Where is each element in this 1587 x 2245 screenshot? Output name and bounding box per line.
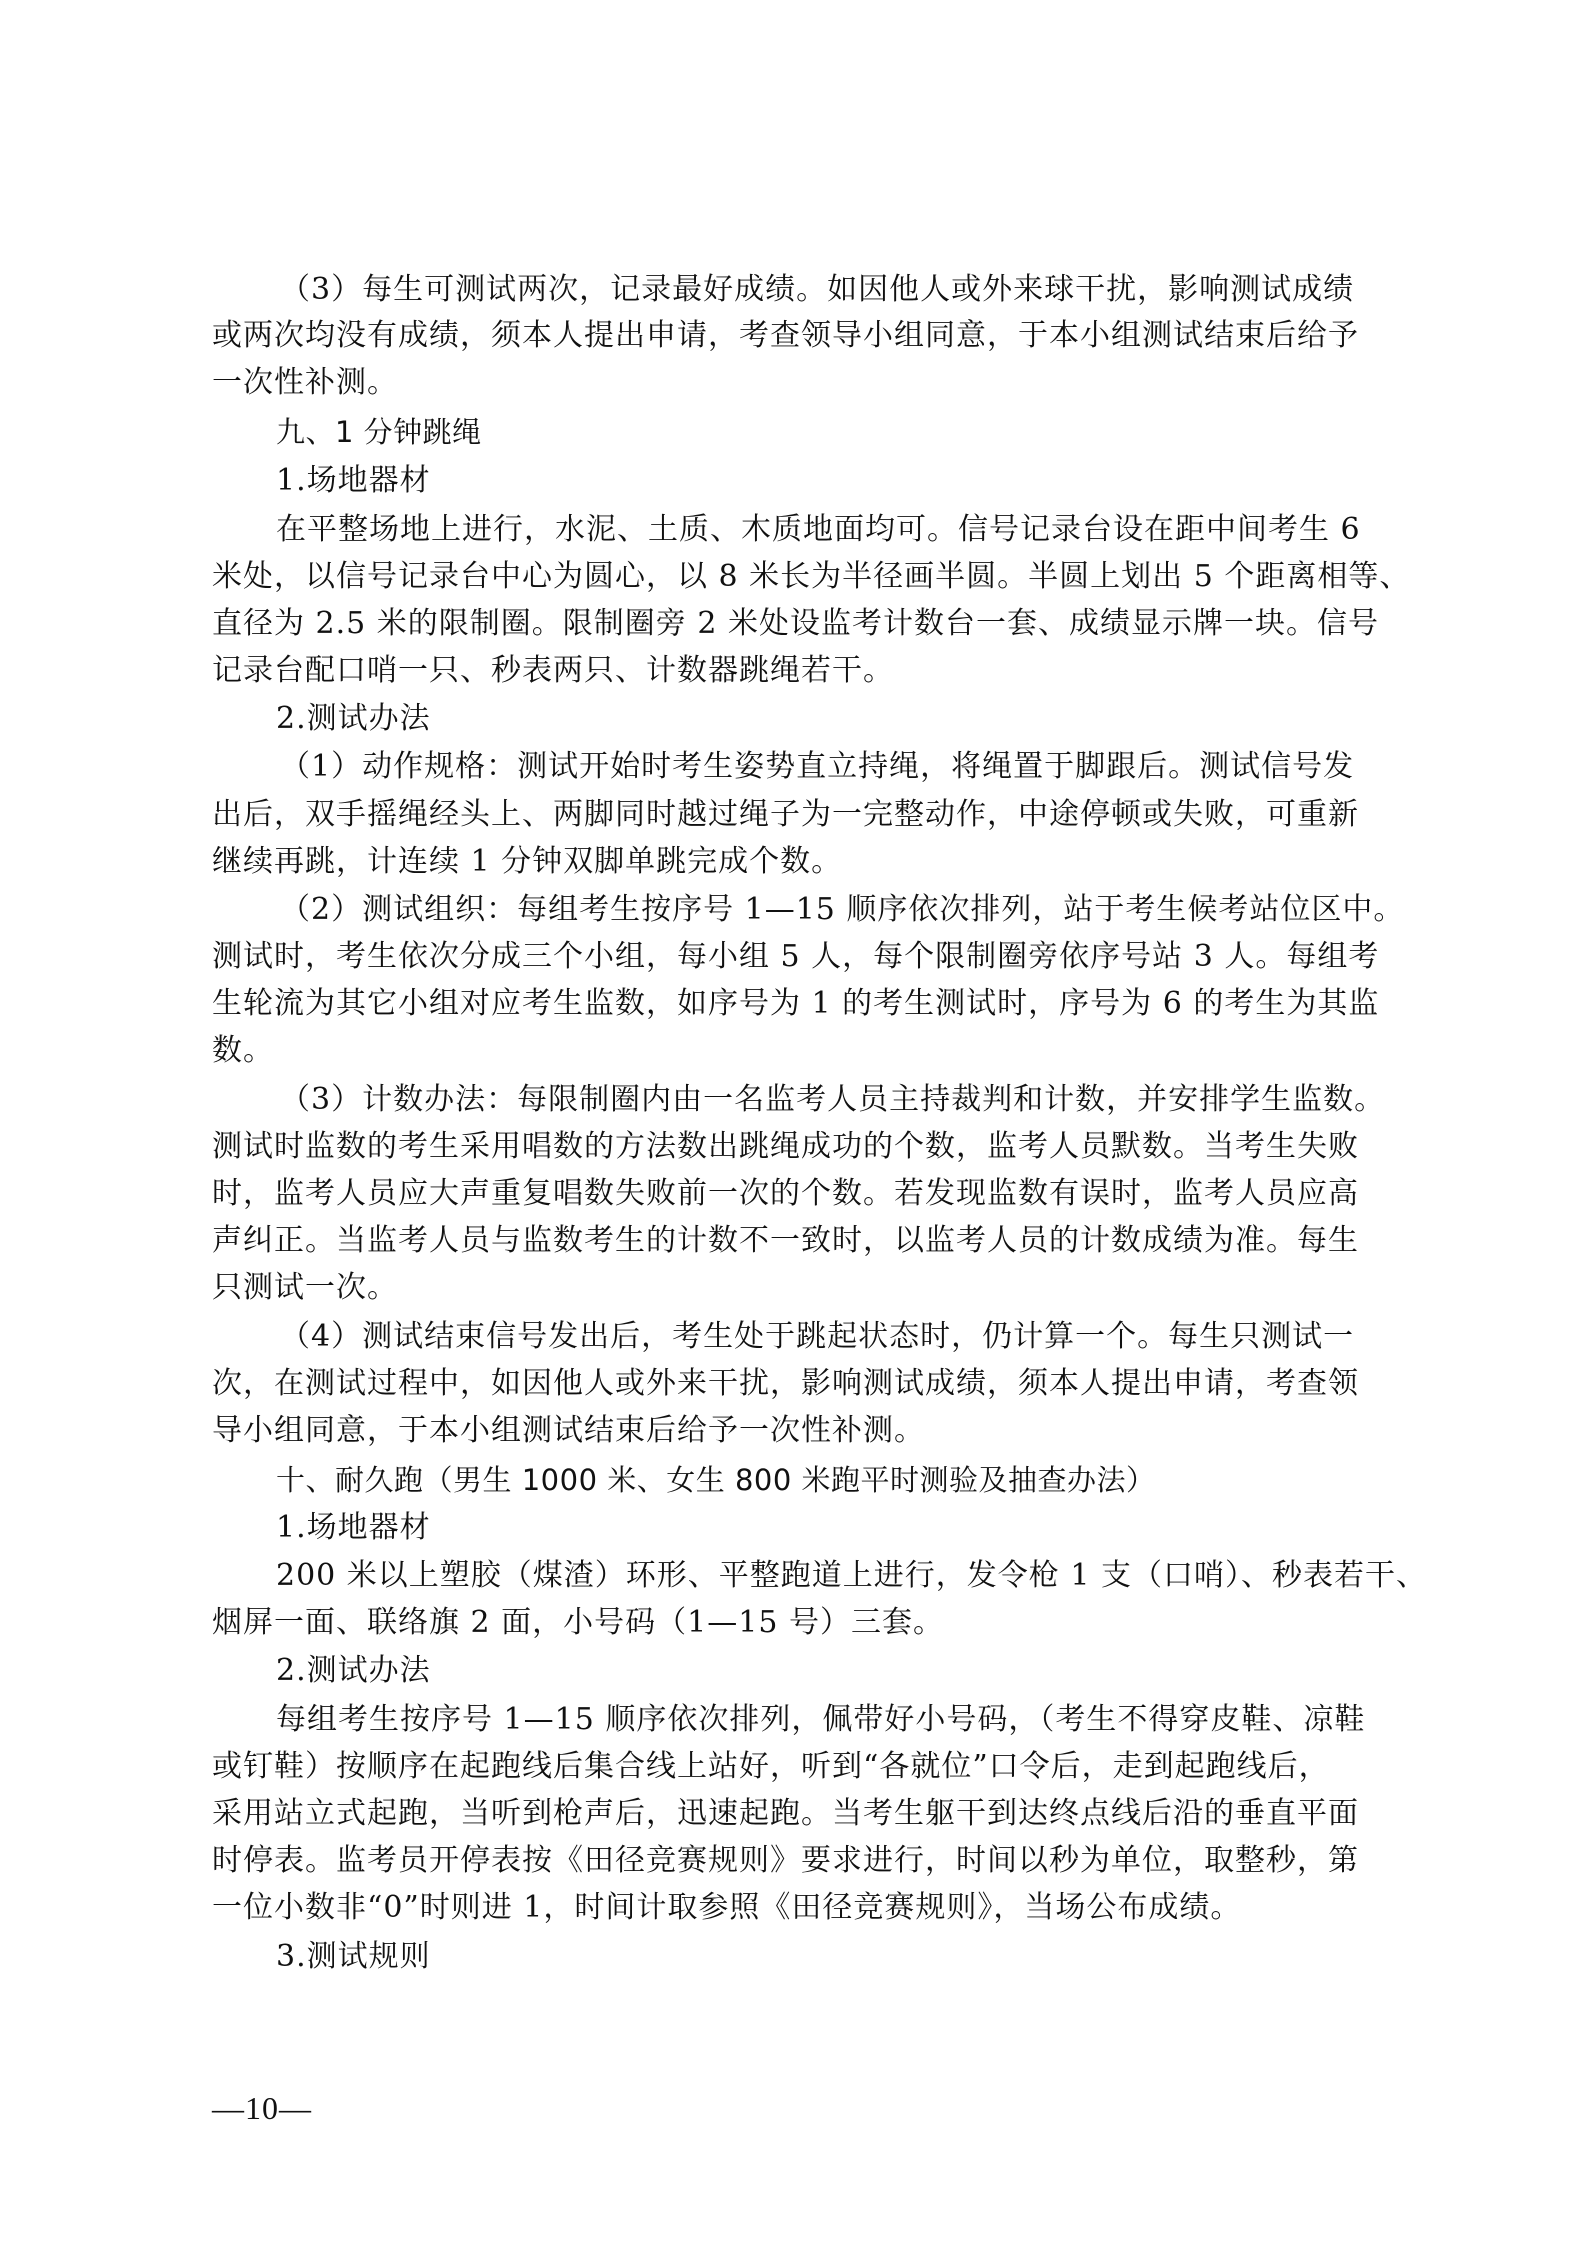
text-line: 生轮流为其它小组对应考生监数，如序号为 1 的考生测试时，序号为 6 的考生为其监 xyxy=(212,986,1380,1021)
text-line: 测试时，考生依次分成三个小组，每小组 5 人，每个限制圈旁依序号站 3 人。每组考 xyxy=(212,939,1380,974)
text-line: 出后，双手摇绳经头上、两脚同时越过绳子为一完整动作，中途停顿或失败，可重新 xyxy=(212,797,1359,832)
text-line: 烟屏一面、联络旗 2 面，小号码（1—15 号）三套。 xyxy=(212,1605,944,1640)
text-line: 或两次均没有成绩，须本人提出申请，考查领导小组同意，于本小组测试结束后给予 xyxy=(212,318,1359,353)
text-line: 一位小数非“0”时则进 1，时间计取参照《田径竞赛规则》，当场公布成绩。 xyxy=(212,1890,1242,1925)
text-line: 时停表。监考员开停表按《田径竞赛规则》要求进行，时间以秒为单位，取整秒，第 xyxy=(212,1843,1359,1878)
text-line: 只测试一次。 xyxy=(212,1270,398,1305)
text-line: 继续再跳，计连续 1 分钟双脚单跳完成个数。 xyxy=(212,844,843,879)
subsection-heading: 1.场地器材 xyxy=(276,463,431,498)
text-line: （2）测试组织：每组考生按序号 1—15 顺序依次排列，站于考生候考站位区中。 xyxy=(280,892,1405,927)
text-line: 或钉鞋）按顺序在起跑线后集合线上站好，听到“各就位”口令后，走到起跑线后， xyxy=(212,1749,1330,1784)
text-line: （4）测试结束信号发出后，考生处于跳起状态时，仍计算一个。每生只测试一 xyxy=(280,1319,1355,1354)
text-line: 每组考生按序号 1—15 顺序依次排列，佩带好小号码，（考生不得穿皮鞋、凉鞋 xyxy=(276,1702,1366,1737)
text-line: 直径为 2.5 米的限制圈。限制圈旁 2 米处设监考计数台一套、成绩显示牌一块。信号 xyxy=(212,606,1379,641)
subsection-heading: 3.测试规则 xyxy=(276,1939,431,1974)
text-line: （1）动作规格：测试开始时考生姿势直立持绳，将绳置于脚跟后。测试信号发 xyxy=(280,749,1355,784)
text-line: 测试时监数的考生采用唱数的方法数出跳绳成功的个数，监考人员默数。当考生失败 xyxy=(212,1129,1359,1164)
subsection-heading: 2.测试办法 xyxy=(276,701,431,736)
text-line: 次，在测试过程中，如因他人或外来干扰，影响测试成绩，须本人提出申请，考查领 xyxy=(212,1366,1359,1401)
section-heading: 十、耐久跑（男生 1000 米、女生 800 米跑平时测验及抽查办法） xyxy=(276,1463,1156,1497)
subsection-heading: 1.场地器材 xyxy=(276,1510,431,1545)
text-line: 记录台配口哨一只、秒表两只、计数器跳绳若干。 xyxy=(212,653,894,688)
section-heading: 九、1 分钟跳绳 xyxy=(276,415,482,449)
subsection-heading: 2.测试办法 xyxy=(276,1653,431,1688)
text-line: 声纠正。当监考人员与监数考生的计数不一致时，以监考人员的计数成绩为准。每生 xyxy=(212,1223,1359,1258)
text-line: （3）计数办法：每限制圈内由一名监考人员主持裁判和计数，并安排学生监数。 xyxy=(280,1082,1386,1117)
text-line: 米处，以信号记录台中心为圆心，以 8 米长为半径画半圆。半圆上划出 5 个距离相等、 xyxy=(212,559,1411,594)
text-line: （3）每生可测试两次，记录最好成绩。如因他人或外来球干扰，影响测试成绩 xyxy=(280,272,1355,307)
page-number: —10— xyxy=(212,2090,312,2126)
text-line: 时，监考人员应大声重复唱数失败前一次的个数。若发现监数有误时，监考人员应高 xyxy=(212,1176,1359,1211)
text-line: 采用站立式起跑，当听到枪声后，迅速起跑。当考生躯干到达终点线后沿的垂直平面 xyxy=(212,1796,1359,1831)
text-line: 一次性补测。 xyxy=(212,365,398,400)
text-line: 导小组同意，于本小组测试结束后给予一次性补测。 xyxy=(212,1413,925,1448)
text-line: 在平整场地上进行，水泥、土质、木质地面均可。信号记录台设在距中间考生 6 xyxy=(276,512,1361,547)
text-line: 200 米以上塑胶（煤渣）环形、平整跑道上进行，发令枪 1 支（口哨）、秒表若干、 xyxy=(276,1558,1427,1593)
text-line: 数。 xyxy=(212,1033,274,1068)
